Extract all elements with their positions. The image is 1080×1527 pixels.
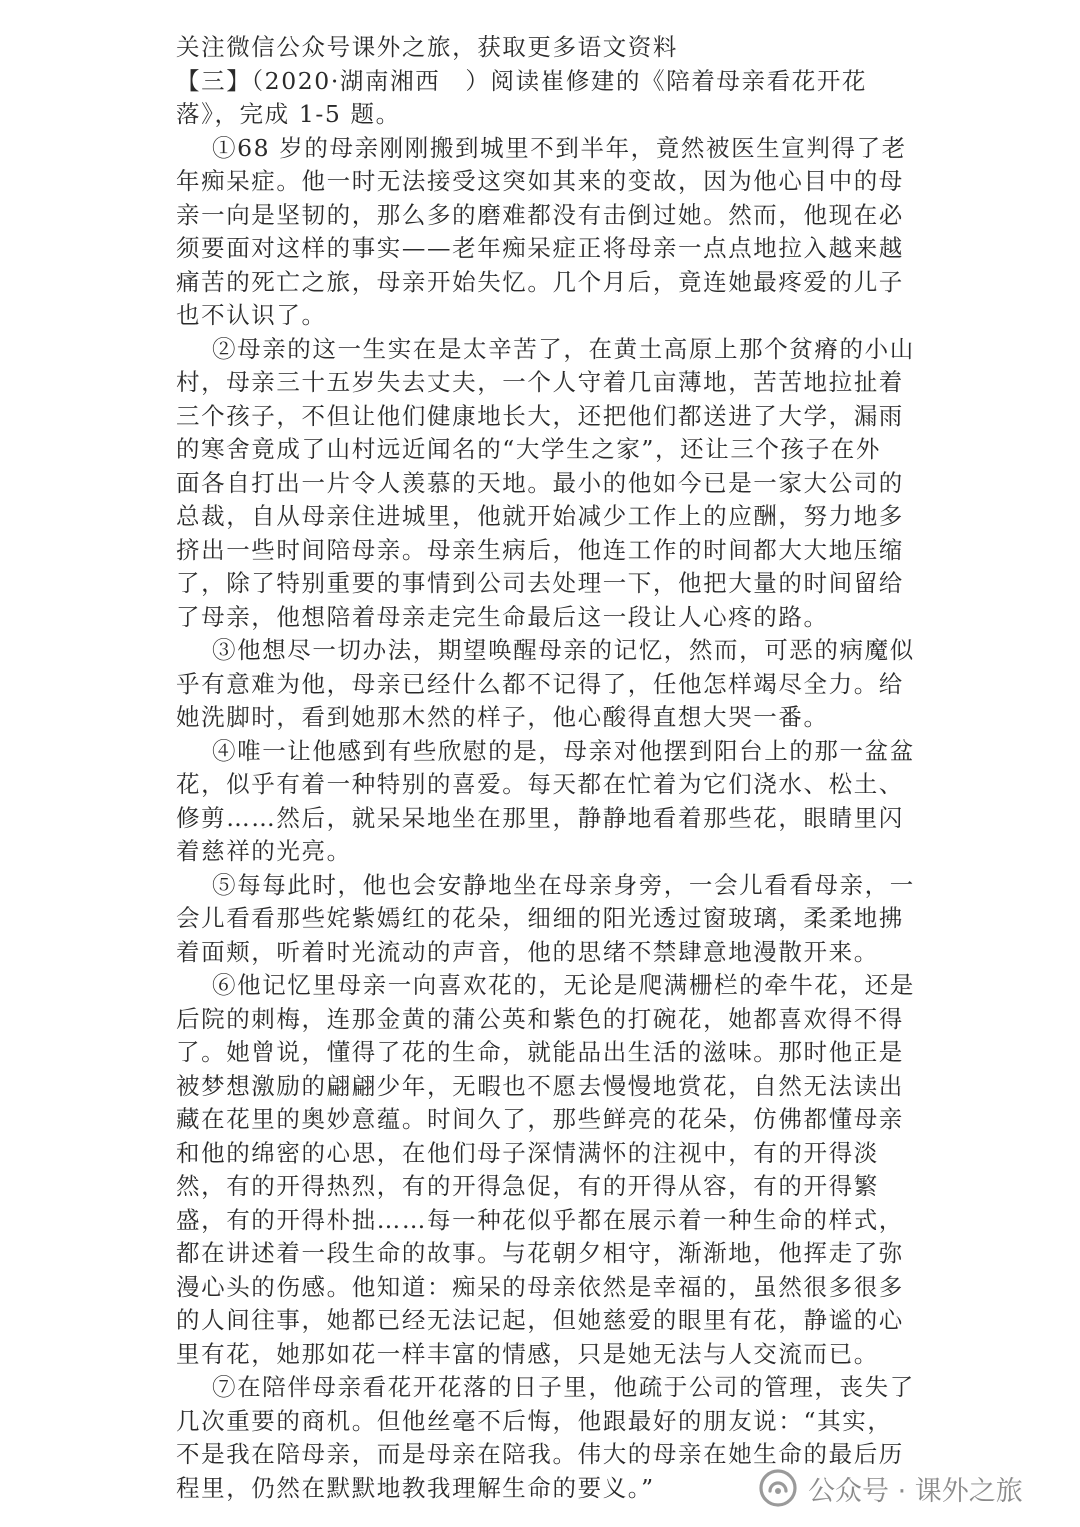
- text-line: 藏在花里的奥妙意蕴。时间久了，那些鲜亮的花朵，仿佛都懂母亲: [176, 1105, 904, 1133]
- text-line: 然，有的开得热烈，有的开得急促，有的开得从容，有的开得繁: [176, 1172, 879, 1200]
- text-line: 几次重要的商机。但他丝毫不后悔，他跟最好的朋友说：“其实，: [176, 1406, 893, 1435]
- text-line: 也不认识了。: [176, 301, 327, 329]
- text-line: 修剪……然后，就呆呆地坐在那里，静静地看着那些花，眼睛里闪: [176, 803, 904, 832]
- text-line: 会儿看看那些姹紫嫣红的花朵，细细的阳光透过窗玻璃，柔柔地拂: [176, 904, 904, 932]
- text-line: ④唯一让他感到有些欣慰的是，母亲对他摆到阳台上的那一盆盆: [212, 736, 915, 765]
- text-line: 着面颊，听着时光流动的声音，他的思绪不禁肆意地漫散开来。: [176, 937, 879, 966]
- text-line: ⑦在陪伴母亲看花开花落的日子里，他疏于公司的管理，丧失了: [212, 1373, 915, 1401]
- text-line: 都在讲述着一段生命的故事。与花朝夕相守，渐渐地，他挥走了弥: [176, 1239, 904, 1267]
- text-line: 亲一向是坚韧的，那么多的磨难都没有击倒过她。然而，他现在必: [176, 200, 904, 229]
- text-line: 漫心头的伤感。他知道：痴呆的母亲依然是幸福的，虽然很多很多: [176, 1272, 904, 1301]
- text-line: ⑥他记忆里母亲一向喜欢花的，无论是爬满栅栏的牵牛花，还是: [212, 971, 915, 999]
- text-line: 三个孩子，不但让他们健康地长大，还把他们都送进了大学，漏雨: [176, 401, 904, 430]
- text-line: 乎有意难为他，母亲已经什么都不记得了，任他怎样竭尽全力。给: [176, 669, 904, 698]
- text-line: 不是我在陪母亲，而是母亲在陪我。伟大的母亲在她生命的最后历: [176, 1440, 904, 1468]
- text-line: 后院的刺梅，连那金黄的蒲公英和紫色的打碗花，她都喜欢得不得: [176, 1004, 904, 1033]
- wechat-official-account-icon: [758, 1468, 798, 1508]
- text-line: 了，除了特别重要的事情到公司去处理一下，他把大量的时间留给: [176, 569, 904, 597]
- text-line: 了。她曾说，懂得了花的生命，就能品出生活的滋味。那时他正是: [176, 1038, 904, 1066]
- text-line: 的人间往事，她都已经无法记起，但她慈爱的眼里有花，静谧的心: [176, 1306, 904, 1334]
- text-line: ③他想尽一切办法，期望唤醒母亲的记忆，然而，可恶的病魔似: [212, 636, 915, 664]
- text-line: 着慈祥的光亮。: [176, 837, 352, 865]
- text-line: 花，似乎有着一种特别的喜爱。每天都在忙着为它们浇水、松土、: [176, 770, 904, 798]
- text-line: 了母亲，他想陪着母亲走完生命最后这一段让人心疼的路。: [176, 602, 829, 631]
- text-line: ②母亲的这一生实在是太辛苦了，在黄土高原上那个贫瘠的小山: [212, 334, 915, 363]
- text-line: 挤出一些时间陪母亲。母亲生病后，他连工作的时间都大大地压缩: [176, 535, 904, 564]
- text-line: 村，母亲三十五岁失去丈夫，一个人守着几亩薄地，苦苦地拉扯着: [176, 368, 904, 396]
- text-line: 关注微信公众号课外之旅，获取更多语文资料: [176, 33, 678, 61]
- text-line: ①68 岁的母亲刚刚搬到城里不到半年，竟然被医生宣判得了老: [212, 133, 907, 162]
- text-line: 总裁，自从母亲住进城里，他就开始减少工作上的应酬，努力地多: [176, 502, 904, 530]
- watermark-text: 公众号 · 课外之旅: [808, 1475, 1023, 1507]
- text-line: 须要面对这样的事实——老年痴呆症正将母亲一点点地拉入越来越: [176, 234, 904, 262]
- text-line: 年痴呆症。他一时无法接受这突如其来的变故，因为他心目中的母: [176, 167, 904, 195]
- text-line: 落》，完成 1-5 题。: [176, 100, 401, 128]
- text-line: 的寒舍竟成了山村远近闻名的“大学生之家”，还让三个孩子在外: [176, 435, 881, 463]
- text-line: 被梦想激励的翩翩少年，无暇也不愿去慢慢地赏花，自然无法读出: [176, 1071, 904, 1100]
- watermark: [758, 1466, 1023, 1510]
- text-line: 她洗脚时，看到她那木然的样子，他心酸得直想大哭一番。: [176, 703, 829, 731]
- text-line: 里有花，她那如花一样丰富的情感，只是她无法与人交流而已。: [176, 1339, 879, 1368]
- text-line: 程里，仍然在默默地教我理解生命的要义。”: [176, 1473, 655, 1502]
- text-line: 痛苦的死亡之旅，母亲开始失忆。几个月后，竟连她最疼爱的儿子: [176, 267, 904, 296]
- text-line: 盛，有的开得朴拙……每一种花似乎都在展示着一种生命的样式，: [176, 1205, 904, 1234]
- text-line: ⑤每每此时，他也会安静地坐在母亲身旁，一会儿看看母亲，一: [212, 870, 915, 899]
- text-line: 和他的绵密的心思，在他们母子深情满怀的注视中，有的开得淡: [176, 1138, 879, 1167]
- text-line: 【三】（2020·湖南湘西 ）阅读崔修建的《陪着母亲看花开花: [176, 66, 868, 95]
- text-line: 面各自打出一片令人羡慕的天地。最小的他如今已是一家大公司的: [176, 468, 904, 497]
